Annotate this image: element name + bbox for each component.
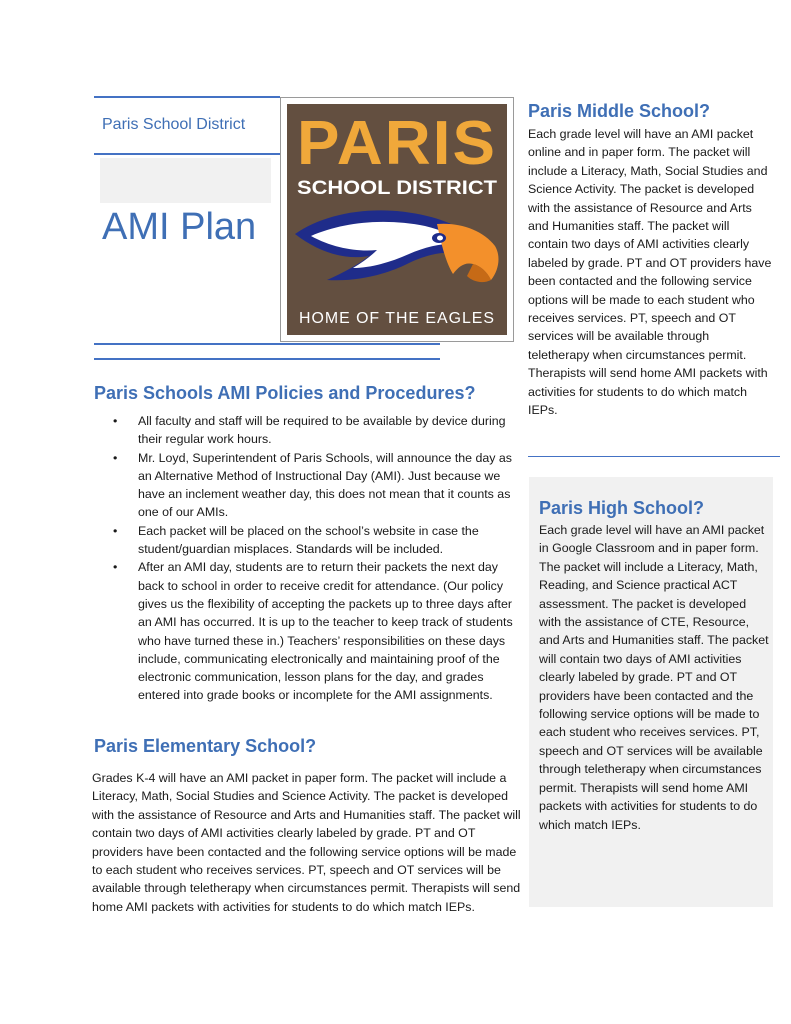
list-item: • Mr. Loyd, Superintendent of Paris Schools, will announce the day as an Alternative Method of Instructional Day (AMI). Just because we have an inclement weather day, this does not mean that it counts as one of our AMIs. [110, 449, 522, 522]
logo-word: PARIS [297, 109, 497, 178]
header-rule-bottom [94, 358, 440, 360]
policies-list [110, 412, 522, 705]
high-school-text: Each grade level will have an AMI packet in Google Classroom and in paper form. The packet will include a Literacy, Math, Reading, and Science practical ACT assessment. The packet is developed with the assistance of CTE, Resource, and Arts and Humanities staff. The packet will contain two days of AMI activities clearly labeled by grade. PT and OT providers have been contacted and the following service options will be made to each student who receives services. PT, speech and OT services will be available through teletherapy when circumstances permit. Therapists will send home AMI packets with activities for students to do which match IEPs. [539, 523, 769, 832]
document-title: AMI Plan [102, 206, 257, 248]
high-school-heading: Paris High School? [539, 498, 705, 518]
list-item: • After an AMI day, students are to return their packets the next day back to school in order to receive credit for attendance. (Our policy gives us the flexibility of accepting the packets up to three days after an AMI has occurred. It is up to the teacher to keep track of students who have turned these in.) Teachers’ responsibilities on these days include, communicating electronically and maintaining proof of the electronic communication, lesson plans for the day, and grades entered into grade books or incomplete for the AMI assignments. [110, 558, 522, 704]
logo-tagline: HOME OF THE EAGLES [299, 310, 495, 327]
header-rule-top [94, 96, 280, 98]
list-item: • Each packet will be placed on the school’s website in case the student/guardian misplaces. Standards will be included. [110, 522, 522, 559]
list-item: • All faculty and staff will be required to be available by device during their regular work hours. [110, 412, 522, 449]
header-rule-mid [94, 153, 280, 155]
logo-sub: SCHOOL DISTRICT [297, 178, 498, 199]
middle-school-text: Each grade level will have an AMI packet online and in paper form. The packet will include a Literacy, Math, Social Studies and Science Activity. The packet is developed with the assistance of Resource and Arts and Humanities staff. The packet will contain two days of AMI activities clearly labeled by grade. PT and OT providers have been contacted and the following service options will be made to each student who receives services. PT, speech and OT services will be available through teletherapy when circumstances permit. Therapists will send home AMI packets with activities for students to do which match IEPs. [528, 127, 772, 418]
district-logo [280, 97, 514, 342]
subtitle-placeholder-box [100, 158, 271, 203]
middle-school-heading: Paris Middle School? [528, 101, 711, 121]
elementary-text: Grades K-4 will have an AMI packet in paper form. The packet will include a Literacy, Math, Social Studies and Science Activity. The packet is developed with the assistance of Resource and Arts and Humanities staff. The packet will contain two days of AMI activities clearly labeled by grade. PT and OT providers have been contacted and the following service options will be made to each student who receives services. PT, speech and OT services will be available through teletherapy when circumstances permit. Therapists will send home AMI packets with activities for students to do which match IEPs. [92, 771, 521, 914]
header-rule-lower [94, 343, 440, 345]
policies-heading: Paris Schools AMI Policies and Procedures? [94, 383, 476, 403]
district-label: Paris School District [102, 116, 246, 133]
eagle-head-icon [287, 104, 507, 335]
middle-section-rule [528, 456, 780, 457]
elementary-heading: Paris Elementary School? [94, 736, 317, 756]
